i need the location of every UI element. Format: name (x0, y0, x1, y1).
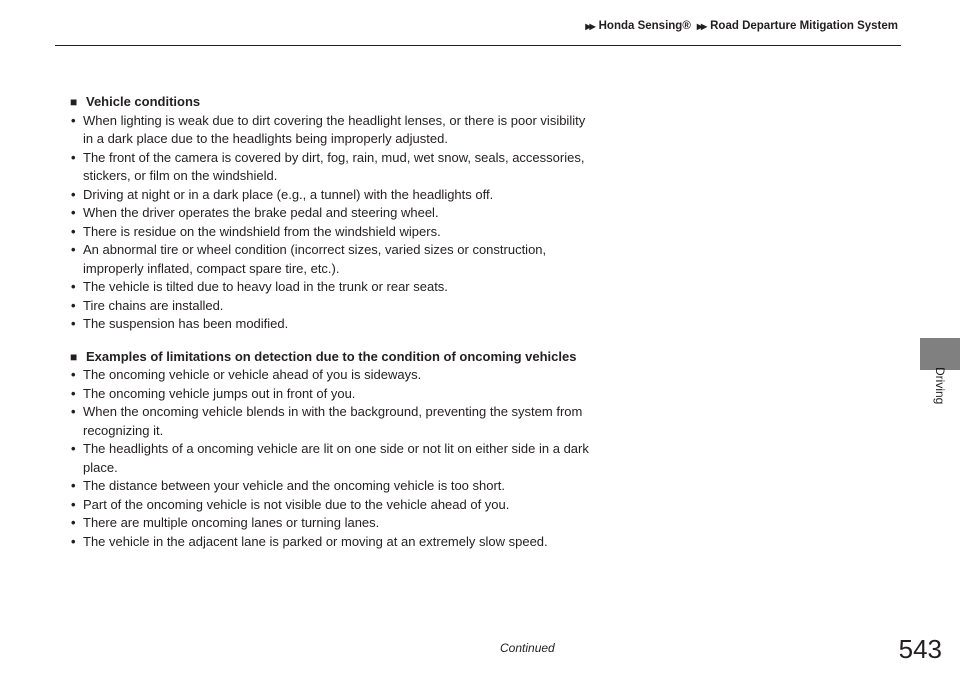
chapter-tab-marker[interactable] (920, 338, 960, 370)
list-item-text: The suspension has been modified. (83, 316, 289, 331)
bullet-dot-icon: • (71, 242, 76, 257)
list-item (70, 241, 590, 278)
bullet-dot-icon: • (71, 496, 76, 512)
list-item (70, 440, 590, 477)
list-item-text: The vehicle is tilted due to heavy load in the trunk or rear seats. (83, 279, 448, 294)
bullet-list (70, 112, 590, 334)
bullet-list (70, 366, 590, 551)
bullet-dot-icon: • (71, 223, 76, 239)
list-item (70, 477, 590, 496)
bullet-dot-icon: • (71, 279, 76, 294)
breadcrumb-item-road-departure[interactable]: Road Departure Mitigation System (710, 20, 898, 32)
header-divider (55, 45, 901, 46)
list-item-text: There is residue on the windshield from the windshield wipers. (83, 223, 441, 239)
section-vehicle-conditions (70, 93, 590, 334)
chapter-tab-text: Driving (933, 367, 947, 405)
chapter-tab-label (921, 367, 960, 447)
bullet-dot-icon: • (71, 515, 76, 530)
list-item (70, 112, 590, 149)
list-item-text: The front of the camera is covered by dirt, fog, rain, mud, wet snow, seals, accessories, stickers, or film on the windshield. (83, 149, 585, 183)
bullet-dot-icon: • (71, 478, 76, 493)
section-heading (70, 93, 590, 112)
list-item (70, 204, 590, 223)
list-item-text: When lighting is weak due to dirt covering the headlight lenses, or there is poor visibility in a dark place due to the headlights being improperly adjusted. (83, 112, 586, 146)
list-item (70, 315, 590, 334)
list-item-text: The oncoming vehicle or vehicle ahead of you is sideways. (83, 367, 422, 382)
bullet-dot-icon: • (71, 367, 76, 382)
list-item-text: Part of the oncoming vehicle is not visible due to the vehicle ahead of you. (83, 496, 510, 512)
page-number: 543 (898, 634, 942, 664)
list-item-text: The vehicle in the adjacent lane is parked or moving at an extremely slow speed. (83, 533, 548, 549)
list-item (70, 297, 590, 316)
list-item-text: The oncoming vehicle jumps out in front of you. (83, 385, 356, 401)
list-item (70, 496, 590, 515)
list-item-text: The distance between your vehicle and the oncoming vehicle is too short. (83, 478, 506, 493)
bullet-dot-icon: • (71, 441, 76, 456)
bullet-dot-icon: • (71, 186, 76, 202)
list-item (70, 366, 590, 385)
bullet-dot-icon: • (71, 149, 76, 165)
breadcrumb-arrow-icon: ▶▶ (585, 21, 594, 31)
list-item-text: When the oncoming vehicle blends in with the background, preventing the system from recognizing it. (83, 404, 583, 438)
list-item (70, 403, 590, 440)
list-item (70, 514, 590, 533)
breadcrumb-item-honda-sensing[interactable]: Honda Sensing® (598, 20, 691, 32)
list-item-text: Tire chains are installed. (83, 297, 224, 313)
list-item-text: There are multiple oncoming lanes or turning lanes. (83, 515, 380, 530)
list-item (70, 278, 590, 297)
list-item (70, 149, 590, 186)
section-title: Vehicle conditions (86, 94, 201, 109)
bullet-dot-icon: • (71, 533, 76, 549)
section-oncoming-vehicle-limitations (70, 348, 590, 552)
bullet-dot-icon: • (71, 112, 76, 128)
section-title: Examples of limitations on detection due to the condition of oncoming vehicles (86, 348, 577, 364)
list-item (70, 223, 590, 242)
bullet-dot-icon: • (71, 316, 76, 331)
list-item (70, 533, 590, 552)
section-heading (70, 348, 590, 367)
square-bullet-icon: ■ (70, 95, 78, 109)
list-item (70, 186, 590, 205)
list-item (70, 385, 590, 404)
breadcrumb (585, 20, 902, 32)
list-item-text: The headlights of a oncoming vehicle are lit on one side or not lit on either side in a dark place. (83, 441, 589, 475)
continued-note: Continued (500, 641, 555, 655)
list-item-text: When the driver operates the brake pedal and steering wheel. (83, 205, 439, 220)
breadcrumb-arrow-icon: ▶▶ (696, 21, 706, 31)
page-content (70, 93, 590, 565)
bullet-dot-icon: • (71, 205, 76, 220)
bullet-dot-icon: • (71, 385, 76, 401)
list-item-text: An abnormal tire or wheel condition (incorrect sizes, varied sizes or construction, improperly inflated, compact spare tire, etc.). (83, 242, 547, 276)
bullet-dot-icon: • (71, 404, 76, 419)
bullet-dot-icon: • (71, 297, 76, 313)
square-bullet-icon: ■ (70, 349, 78, 364)
list-item-text: Driving at night or in a dark place (e.g., a tunnel) with the headlights off. (83, 186, 494, 202)
